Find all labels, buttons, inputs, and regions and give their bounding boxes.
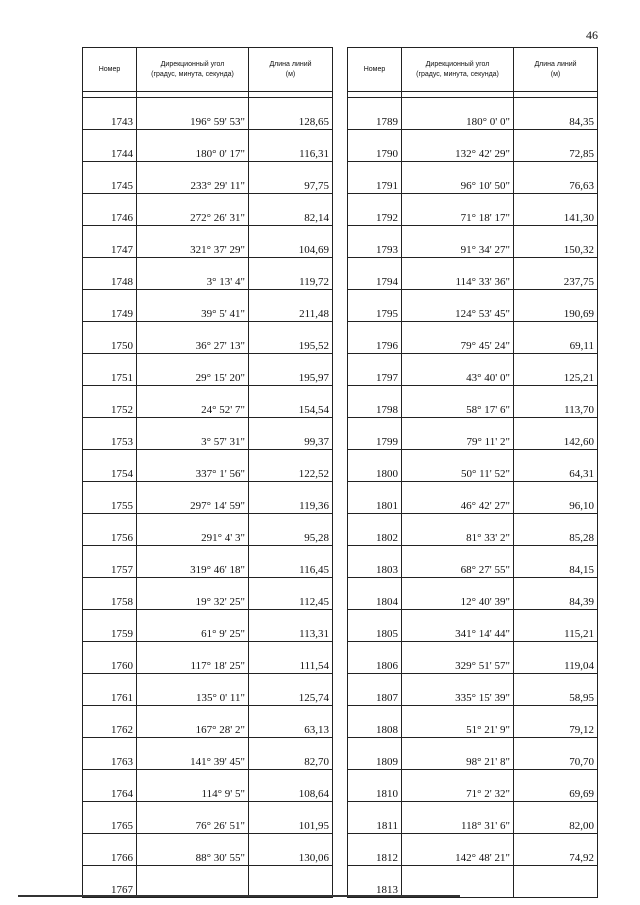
line-length: 190,69 [514, 290, 598, 322]
table-row [83, 130, 333, 162]
table-row [83, 546, 333, 578]
table-row [83, 418, 333, 450]
table-row [83, 290, 333, 322]
line-length: 63,13 [249, 706, 333, 738]
right-coordinate-table [347, 47, 598, 898]
table-row [83, 354, 333, 386]
direction-angle: 272° 26' 31" [137, 194, 249, 226]
angle-header: Дирекционный угол (градус, минута, секунда) [137, 48, 249, 92]
direction-angle: 79° 45' 24" [402, 322, 514, 354]
line-length: 150,32 [514, 226, 598, 258]
direction-angle: 142° 48' 21" [402, 834, 514, 866]
line-length: 84,39 [514, 578, 598, 610]
direction-angle: 19° 32' 25" [137, 578, 249, 610]
point-number: 1790 [348, 130, 402, 162]
table-row [348, 162, 598, 194]
point-number: 1813 [348, 866, 402, 898]
direction-angle: 329° 51' 57" [402, 642, 514, 674]
point-number: 1808 [348, 706, 402, 738]
direction-angle: 79° 11' 2" [402, 418, 514, 450]
point-number: 1749 [83, 290, 137, 322]
line-length: 128,65 [249, 98, 333, 130]
point-number: 1811 [348, 802, 402, 834]
direction-angle: 114° 33' 36" [402, 258, 514, 290]
direction-angle: 118° 31' 6" [402, 802, 514, 834]
table-row [348, 578, 598, 610]
direction-angle: 341° 14' 44" [402, 610, 514, 642]
point-number: 1759 [83, 610, 137, 642]
point-number: 1762 [83, 706, 137, 738]
point-number: 1756 [83, 514, 137, 546]
table-row [83, 258, 333, 290]
direction-angle: 196° 59' 53" [137, 98, 249, 130]
point-number: 1764 [83, 770, 137, 802]
table-row [348, 738, 598, 770]
table-row [83, 770, 333, 802]
table-row [83, 514, 333, 546]
point-number: 1795 [348, 290, 402, 322]
length-header: Длина линий (м) [249, 48, 333, 92]
line-length: 119,36 [249, 482, 333, 514]
line-length: 69,69 [514, 770, 598, 802]
line-length: 84,15 [514, 546, 598, 578]
line-length: 111,54 [249, 642, 333, 674]
line-length: 58,95 [514, 674, 598, 706]
point-number: 1766 [83, 834, 137, 866]
direction-angle: 96° 10' 50" [402, 162, 514, 194]
number-header: Номер [348, 48, 402, 92]
point-number: 1796 [348, 322, 402, 354]
direction-angle: 233° 29' 11" [137, 162, 249, 194]
point-number: 1757 [83, 546, 137, 578]
table-row [83, 738, 333, 770]
table-row [83, 866, 333, 898]
point-number: 1744 [83, 130, 137, 162]
table-row [83, 322, 333, 354]
direction-angle: 39° 5' 41" [137, 290, 249, 322]
point-number: 1754 [83, 450, 137, 482]
direction-angle: 71° 18' 17" [402, 194, 514, 226]
direction-angle: 24° 52' 7" [137, 386, 249, 418]
point-number: 1763 [83, 738, 137, 770]
point-number: 1802 [348, 514, 402, 546]
number-header: Номер [83, 48, 137, 92]
line-length: 74,92 [514, 834, 598, 866]
point-number: 1765 [83, 802, 137, 834]
line-length: 69,11 [514, 322, 598, 354]
direction-angle: 29° 15' 20" [137, 354, 249, 386]
point-number: 1791 [348, 162, 402, 194]
line-length: 113,70 [514, 386, 598, 418]
direction-angle: 337° 1' 56" [137, 450, 249, 482]
line-length: 119,04 [514, 642, 598, 674]
line-length: 64,31 [514, 450, 598, 482]
point-number: 1809 [348, 738, 402, 770]
direction-angle: 43° 40' 0" [402, 354, 514, 386]
direction-angle: 3° 13' 4" [137, 258, 249, 290]
table-row [348, 130, 598, 162]
table-row [348, 610, 598, 642]
direction-angle: 135° 0' 11" [137, 674, 249, 706]
page-number: 46 [586, 28, 598, 42]
point-number: 1746 [83, 194, 137, 226]
line-length: 95,28 [249, 514, 333, 546]
line-length: 76,63 [514, 162, 598, 194]
table-row [83, 610, 333, 642]
table-row [83, 642, 333, 674]
direction-angle: 68° 27' 55" [402, 546, 514, 578]
table-row [348, 258, 598, 290]
line-length: 130,06 [249, 834, 333, 866]
line-length: 211,48 [249, 290, 333, 322]
table-row [83, 386, 333, 418]
line-length: 97,75 [249, 162, 333, 194]
point-number: 1755 [83, 482, 137, 514]
point-number: 1807 [348, 674, 402, 706]
line-length: 99,37 [249, 418, 333, 450]
direction-angle: 71° 2' 32" [402, 770, 514, 802]
direction-angle: 3° 57' 31" [137, 418, 249, 450]
direction-angle: 180° 0' 0" [402, 98, 514, 130]
direction-angle: 88° 30' 55" [137, 834, 249, 866]
point-number: 1743 [83, 98, 137, 130]
point-number: 1799 [348, 418, 402, 450]
table-row [348, 866, 598, 898]
table-row [348, 98, 598, 130]
line-length: 82,00 [514, 802, 598, 834]
direction-angle: 76° 26' 51" [137, 802, 249, 834]
line-length: 108,64 [249, 770, 333, 802]
line-length: 122,52 [249, 450, 333, 482]
point-number: 1792 [348, 194, 402, 226]
line-length: 115,21 [514, 610, 598, 642]
point-number: 1751 [83, 354, 137, 386]
line-length: 96,10 [514, 482, 598, 514]
direction-angle: 51° 21' 9" [402, 706, 514, 738]
table-row [348, 802, 598, 834]
direction-angle: 291° 4' 3" [137, 514, 249, 546]
point-number: 1800 [348, 450, 402, 482]
direction-angle: 180° 0' 17" [137, 130, 249, 162]
line-length: 82,70 [249, 738, 333, 770]
point-number: 1750 [83, 322, 137, 354]
direction-angle: 124° 53' 45" [402, 290, 514, 322]
table-row [348, 706, 598, 738]
line-length: 112,45 [249, 578, 333, 610]
table-row [83, 162, 333, 194]
table-row [83, 578, 333, 610]
direction-angle: 98° 21' 8" [402, 738, 514, 770]
table-row [348, 482, 598, 514]
point-number: 1793 [348, 226, 402, 258]
line-length: 70,70 [514, 738, 598, 770]
line-length: 72,85 [514, 130, 598, 162]
direction-angle: 46° 42' 27" [402, 482, 514, 514]
table-row [83, 834, 333, 866]
angle-header: Дирекционный угол (градус, минута, секунда) [402, 48, 514, 92]
line-length: 125,21 [514, 354, 598, 386]
table-row [83, 98, 333, 130]
point-number: 1794 [348, 258, 402, 290]
table-row [83, 226, 333, 258]
point-number: 1761 [83, 674, 137, 706]
line-length: 237,75 [514, 258, 598, 290]
point-number: 1747 [83, 226, 137, 258]
direction-angle: 91° 34' 27" [402, 226, 514, 258]
point-number: 1789 [348, 98, 402, 130]
point-number: 1798 [348, 386, 402, 418]
line-length: 195,52 [249, 322, 333, 354]
line-length: 116,45 [249, 546, 333, 578]
line-length: 125,74 [249, 674, 333, 706]
table-row [348, 290, 598, 322]
line-length: 119,72 [249, 258, 333, 290]
direction-angle: 12° 40' 39" [402, 578, 514, 610]
line-length: 82,14 [249, 194, 333, 226]
direction-angle: 58° 17' 6" [402, 386, 514, 418]
direction-angle: 321° 37' 29" [137, 226, 249, 258]
line-length: 141,30 [514, 194, 598, 226]
direction-angle: 81° 33' 2" [402, 514, 514, 546]
table-row [348, 450, 598, 482]
table-row [348, 546, 598, 578]
table-row [348, 770, 598, 802]
direction-angle: 117° 18' 25" [137, 642, 249, 674]
length-header: Длина линий (м) [514, 48, 598, 92]
table-row [348, 834, 598, 866]
table-row [348, 354, 598, 386]
table-row [348, 194, 598, 226]
direction-angle: 319° 46' 18" [137, 546, 249, 578]
point-number: 1806 [348, 642, 402, 674]
table-row [348, 322, 598, 354]
table-row [348, 226, 598, 258]
line-length: 142,60 [514, 418, 598, 450]
line-length: 154,54 [249, 386, 333, 418]
point-number: 1767 [83, 866, 137, 898]
point-number: 1753 [83, 418, 137, 450]
point-number: 1760 [83, 642, 137, 674]
line-length: 85,28 [514, 514, 598, 546]
line-length: 116,31 [249, 130, 333, 162]
direction-angle: 132° 42' 29" [402, 130, 514, 162]
direction-angle: 335° 15' 39" [402, 674, 514, 706]
table-row [83, 450, 333, 482]
point-number: 1745 [83, 162, 137, 194]
table-row [83, 706, 333, 738]
direction-angle: 167° 28' 2" [137, 706, 249, 738]
direction-angle: 36° 27' 13" [137, 322, 249, 354]
point-number: 1810 [348, 770, 402, 802]
point-number: 1801 [348, 482, 402, 514]
direction-angle: 61° 9' 25" [137, 610, 249, 642]
line-length: 79,12 [514, 706, 598, 738]
line-length: 195,97 [249, 354, 333, 386]
table-row [348, 642, 598, 674]
table-row [348, 386, 598, 418]
table-row [83, 194, 333, 226]
left-coordinate-table [82, 47, 333, 898]
line-length: 101,95 [249, 802, 333, 834]
direction-angle: 50° 11' 52" [402, 450, 514, 482]
point-number: 1805 [348, 610, 402, 642]
point-number: 1812 [348, 834, 402, 866]
point-number: 1797 [348, 354, 402, 386]
point-number: 1804 [348, 578, 402, 610]
point-number: 1752 [83, 386, 137, 418]
table-row [83, 674, 333, 706]
table-row [348, 514, 598, 546]
line-length: 104,69 [249, 226, 333, 258]
line-length: 113,31 [249, 610, 333, 642]
table-row [83, 802, 333, 834]
direction-angle: 297° 14' 59" [137, 482, 249, 514]
point-number: 1803 [348, 546, 402, 578]
point-number: 1758 [83, 578, 137, 610]
line-length: 84,35 [514, 98, 598, 130]
table-row [348, 674, 598, 706]
table-row [83, 482, 333, 514]
point-number: 1748 [83, 258, 137, 290]
direction-angle: 114° 9' 5" [137, 770, 249, 802]
direction-angle: 141° 39' 45" [137, 738, 249, 770]
table-row [348, 418, 598, 450]
bottom-rule [18, 895, 460, 897]
